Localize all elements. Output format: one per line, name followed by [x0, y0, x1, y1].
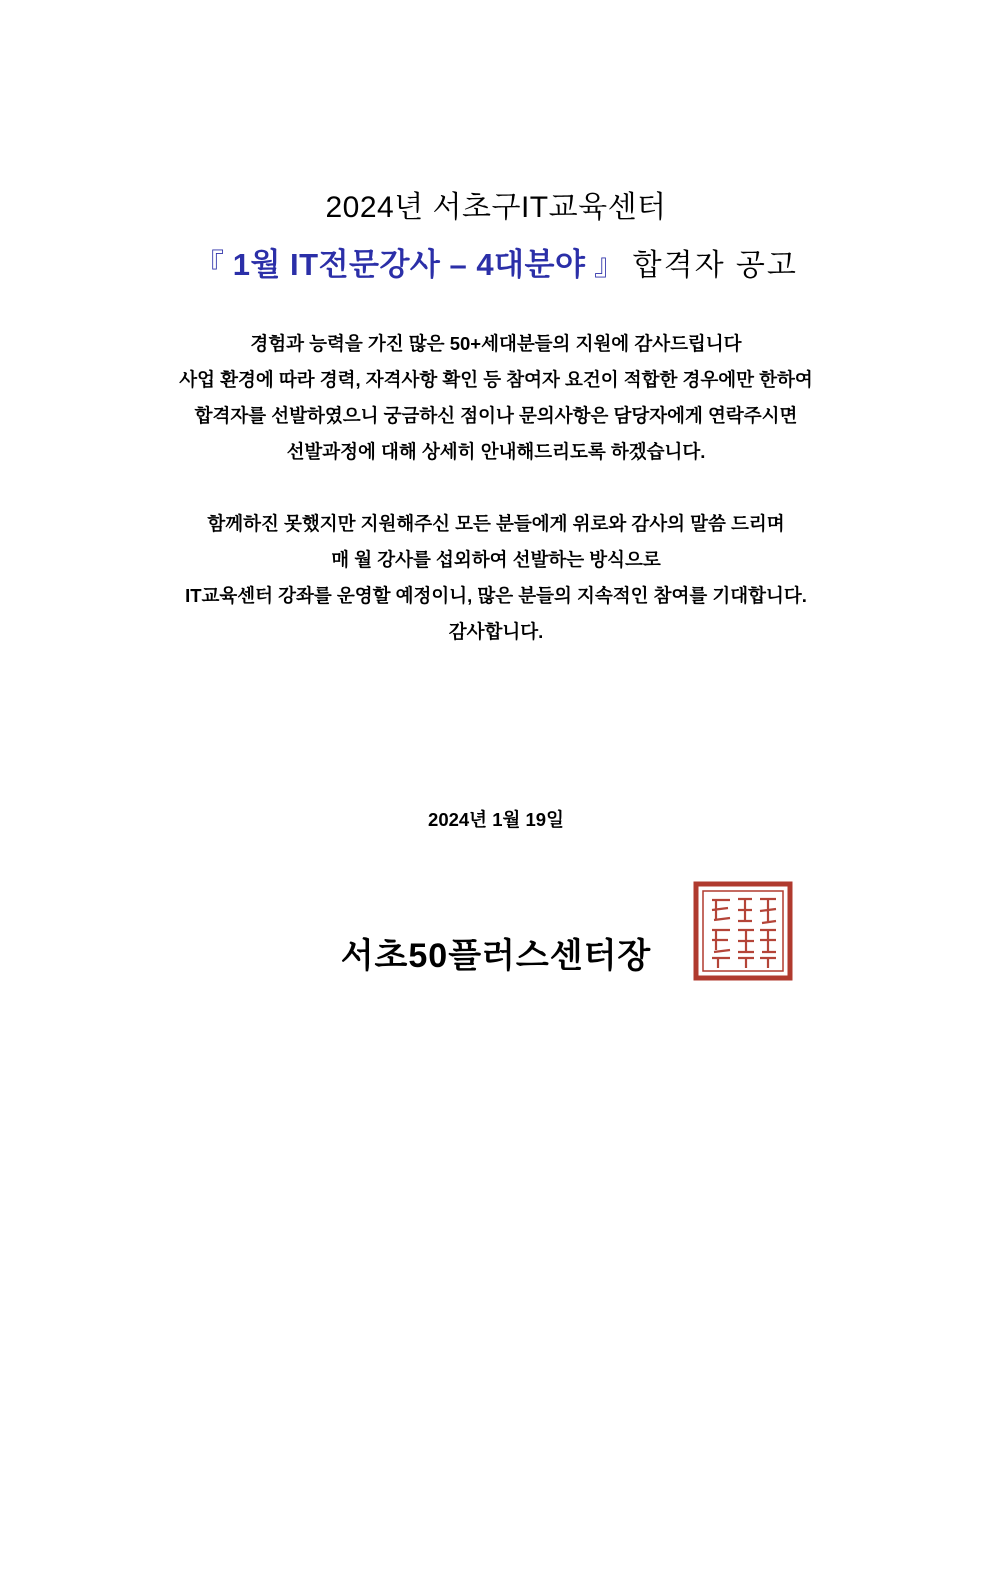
official-seal-icon: [692, 880, 794, 982]
signature-text: 서초50플러스센터장: [340, 937, 652, 975]
body-paragraph-line: 매 월 강사를 섭외하여 선발하는 방식으로: [331, 549, 661, 570]
body-paragraph-line: 경험과 능력을 가진 많은 50+세대분들의 지원에 감사드립니다: [250, 333, 742, 354]
signature-row: [70, 928, 922, 977]
document-title: [70, 190, 922, 284]
document-page: [0, 190, 992, 1593]
bracket-close: 』: [594, 249, 625, 282]
paragraph-spacer: [70, 470, 922, 506]
title-line-1: 2024년 서초구IT교육센터: [325, 191, 667, 224]
body-paragraph-line: IT교육센터 강좌를 운영할 예정이니, 많은 분들의 지속적인 참여를 기대합니다.: [185, 585, 807, 606]
body-paragraph-line: 함께하진 못했지만 지원해주신 모든 분들에게 위로와 감사의 말씀 드리며: [207, 513, 785, 534]
body-paragraph-line: 선발과정에 대해 상세히 안내해드리도록 하겠습니다.: [286, 441, 706, 462]
bracket-open: 『: [194, 249, 225, 282]
title-tail: 합격자 공고: [632, 249, 798, 282]
body-paragraph-line: 감사합니다.: [448, 621, 544, 642]
body-paragraph-line: 합격자를 선발하였으니 궁금하신 점이나 문의사항은 담당자에게 연락주시면: [194, 405, 798, 426]
title-line-2: [70, 246, 922, 284]
body-paragraph-line: 사업 환경에 따라 경력, 자격사항 확인 등 참여자 요건이 적합한 경우에만 한하여: [179, 369, 813, 390]
document-body: [70, 326, 922, 650]
title-highlight: 1월 IT전문강사 – 4대분야: [232, 247, 586, 282]
document-date: 2024년 1월 19일: [428, 809, 564, 830]
